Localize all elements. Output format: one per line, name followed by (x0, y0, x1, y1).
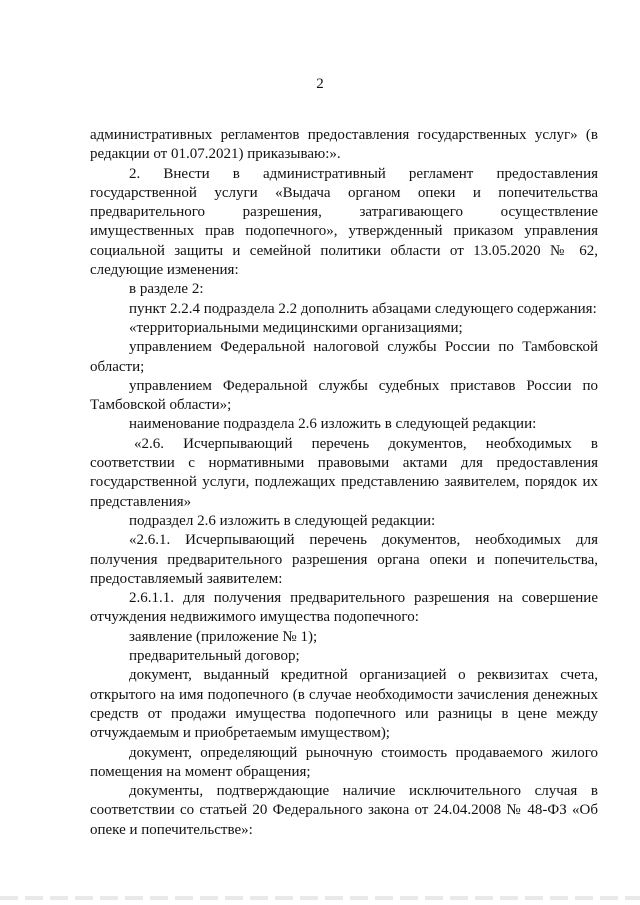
document-body (90, 126, 598, 840)
paragraph-item-2: 2. Внести в административный регламент предоставления государственной услуги «Выдача органом опеки и попечительства предварительного разрешения, затрагивающего осуществление имущественных прав подопечного», утвержденный приказом управления социальной защиты и семейной политики области от 13.05.2020 № 62, следующие изменения: (90, 165, 598, 279)
paragraph-section-2: в разделе 2: (129, 281, 204, 298)
paragraph-application: заявление (приложение № 1); (129, 628, 318, 645)
paragraph-26-quote: «2.6. Исчерпывающий перечень документов, необходимых в соответствии с нормативными правовыми актами для предоставления государственной услуги, подлежащих представлению заявителем, порядок их представления» (90, 435, 598, 510)
paragraph-2611: 2.6.1.1. для получения предварительного разрешения на совершение отчуждения недвижимого имущества подопечного: (90, 590, 598, 626)
paragraph-market-value: документ, определяющий рыночную стоимость продаваемого жилого помещения на момент обращения; (90, 744, 598, 780)
paragraph-preliminary-contract: предварительный договор; (129, 648, 300, 665)
paragraph-tax-service: управлением Федеральной налоговой службы России по Тамбовской области; (90, 339, 598, 375)
paragraph-exceptional-case: документы, подтверждающие наличие исключительного случая в соответствии со статьей 20 Федерального закона от 24.04.2008 № 48-ФЗ «Об опеке и попечительстве»: (90, 783, 598, 838)
paragraph-261: «2.6.1. Исчерпывающий перечень документов, необходимых для получения предварительного разрешения органа опеки и попечительства, предоставляемый заявителем: (90, 532, 598, 587)
paragraph-bailiff-service: управлением Федеральной службы судебных приставов России по Тамбовской области»; (90, 377, 598, 414)
paragraph-subsection-26-title: наименование подраздела 2.6 изложить в следующей редакции: (129, 416, 537, 433)
page-number: 2 (316, 76, 324, 92)
paragraph-point-224: пункт 2.2.4 подраздела 2.2 дополнить абзацами следующего содержания: (129, 300, 597, 317)
paragraph-continuation: административных регламентов предоставления государственных услуг» (в редакции от 01.07.2021) приказываю:». (90, 127, 598, 163)
paragraph-subsection-26: подраздел 2.6 изложить в следующей редакции: (129, 512, 436, 529)
paragraph-territorial-medical: «территориальными медицинскими организациями; (129, 319, 463, 336)
paragraph-bank-document: документ, выданный кредитной организацией о реквизитах счета, открытого на имя подопечного (в случае необходимости зачисления денежных средств от продажи имущества подопечного или разницы в цене между отчуждаемым и приобретаемым имуществом); (90, 667, 598, 742)
scan-bottom-edge (0, 896, 640, 900)
